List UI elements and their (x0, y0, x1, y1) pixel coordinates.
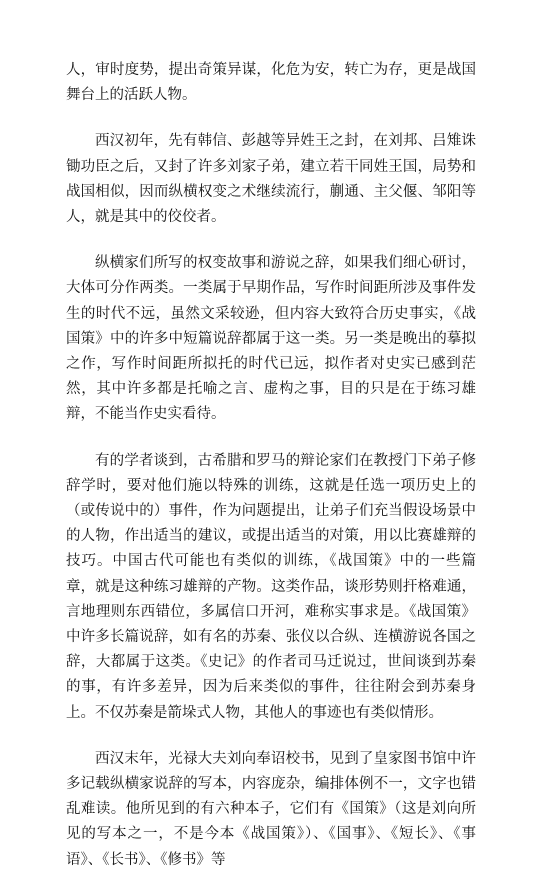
paragraph-2: 西汉初年，先有韩信、彭越等异姓王之封，在刘邦、吕雉诛锄功臣之后，又封了许多刘家子弟，建立若干同姓王国，局势和战国相似，因而纵横权变之术继续流行，蒯通、主父偃、邹阳等人，就是其中的佼佼者。 (66, 133, 476, 226)
paragraph-3: 纵横家们所写的权变故事和游说之辞，如果我们细心研讨，大体可分作两类。一类属于早期作品，写作时间距所涉及事件发生的时代不远，虽然文采较逊，但内容大致符合历史事实，《战国策》中的许多中短篇说辞都属于这一类。另一类是晚出的摹拟之作，写作时间距所拟托的时代已远，拟作者对史实已感到茫然，其中许多都是托喻之言、虚构之事，目的只是在于练习雄辩，不能当作史实看待。 (66, 255, 476, 423)
document-body (66, 58, 476, 894)
paragraph-5: 西汉末年，光禄大夫刘向奉诏校书，见到了皇家图书馆中许多记载纵横家说辞的写本，内容庞杂，编排体例不一，文字也错乱难读。他所见到的有六种本子，它们有《国策》（这是刘向所见的写本之一，不是今本《战国策》）、《国事》、《短长》、《事语》、《长书》、《修书》等 (66, 750, 476, 868)
paragraph-4: 有的学者谈到，古希腊和罗马的辩论家们在教授门下弟子修辞学时，要对他们施以特殊的训练，这就是任选一项历史上的（或传说中的）事件，作为问题提出，让弟子们充当假设场景中的人物，作出适当的建议，或提出适当的对策，用以比赛雄辩的技巧。中国古代可能也有类似的训练，《战国策》中的一些篇章，就是这种练习雄辩的产物。这类作品，谈形势则扞格难通，言地理则东西错位，多属信口开河，难称实事求是。《战国策》中许多长篇说辞，如有名的苏秦、张仪以合纵、连横游说各国之辞，大都属于这类。《史记》的作者司马迁说过，世间谈到苏秦的事，有许多差异，因为后来类似的事件，往往附会到苏秦身上。不仅苏秦是箭垛式人物，其他人的事迹也有类似情形。 (66, 452, 476, 721)
paragraph-1: 人，审时度势，提出奇策异谋，化危为安，转亡为存，更是战国舞台上的活跃人物。 (66, 62, 476, 104)
